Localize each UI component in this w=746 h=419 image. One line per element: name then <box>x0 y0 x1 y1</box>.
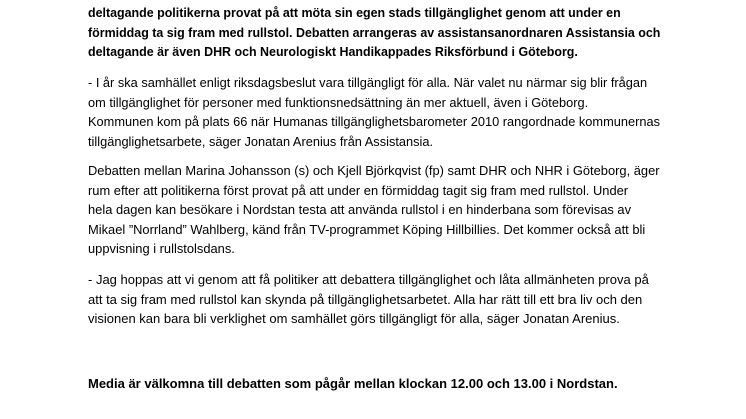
quote1-line: om tillgänglighet för personer med funktionsnedsättning än mer aktuell, även i Göteborg. <box>88 94 589 110</box>
body-line: rum efter att politikerna först provat på att under en förmiddag tagit sig fram med rullstol. Under <box>88 182 629 198</box>
intro-line: deltagande är även DHR och Neurologiskt Handikappades Riksförbund i Göteborg. <box>88 44 578 59</box>
intro-paragraph <box>88 3 686 62</box>
quote-paragraph-1 <box>88 73 669 151</box>
quote2-line: - Jag hoppas att vi genom att få politiker att debattera tillgänglighet och låta allmänheten prova på <box>88 272 649 287</box>
body-line: Mikael ”Norrland” Wahlberg, känd från TV-programmet Köping Hillbillies. Det kommer också att bli <box>88 221 646 237</box>
quote2-line: visionen kan bara bli verklighet om samhället görs tillgängligt för alla, säger Jonatan Arenius. <box>88 311 620 326</box>
body-line: hela dagen kan besökare i Nordstan testa att använda rullstol i en hinderbana som förevisas av <box>88 202 632 217</box>
body-line: uppvisning i rullstolsdans. <box>88 241 235 256</box>
quote2-line: att ta sig fram med rullstol kan skynda på tillgänglighetsarbetet. Alla har rätt till ett bra liv och den <box>88 291 643 307</box>
body-paragraph <box>88 161 665 259</box>
quote-paragraph-2 <box>88 270 649 329</box>
media-line: Media är välkomna till debatten som pågår mellan klockan 12.00 och 13.00 i Nordstan. <box>88 376 618 391</box>
intro-line: deltagande politikerna provat på att möta sin egen stads tillgänglighet genom att under en <box>88 5 621 20</box>
body-line: Debatten mellan Marina Johansson (s) och Kjell Björkqvist (fp) samt DHR och NHR i Göteborg, äger <box>88 163 660 178</box>
quote1-line: Kommunen kom på plats 66 när Humanas tillgänglighetsbarometer 2010 rangordnade kommunernas <box>88 114 661 129</box>
quote1-line: - I år ska samhället enligt riksdagsbeslut vara tillgängligt för alla. När valet nu närmar sig blir frågan <box>88 75 648 90</box>
quote1-line: tillgänglighetsarbete, säger Jonatan Arenius från Assistansia. <box>88 133 434 149</box>
media-paragraph <box>88 374 618 394</box>
intro-line: förmiddag ta sig fram med rullstol. Debatten arrangeras av assistansanordnaren Assistansia och <box>88 24 661 40</box>
